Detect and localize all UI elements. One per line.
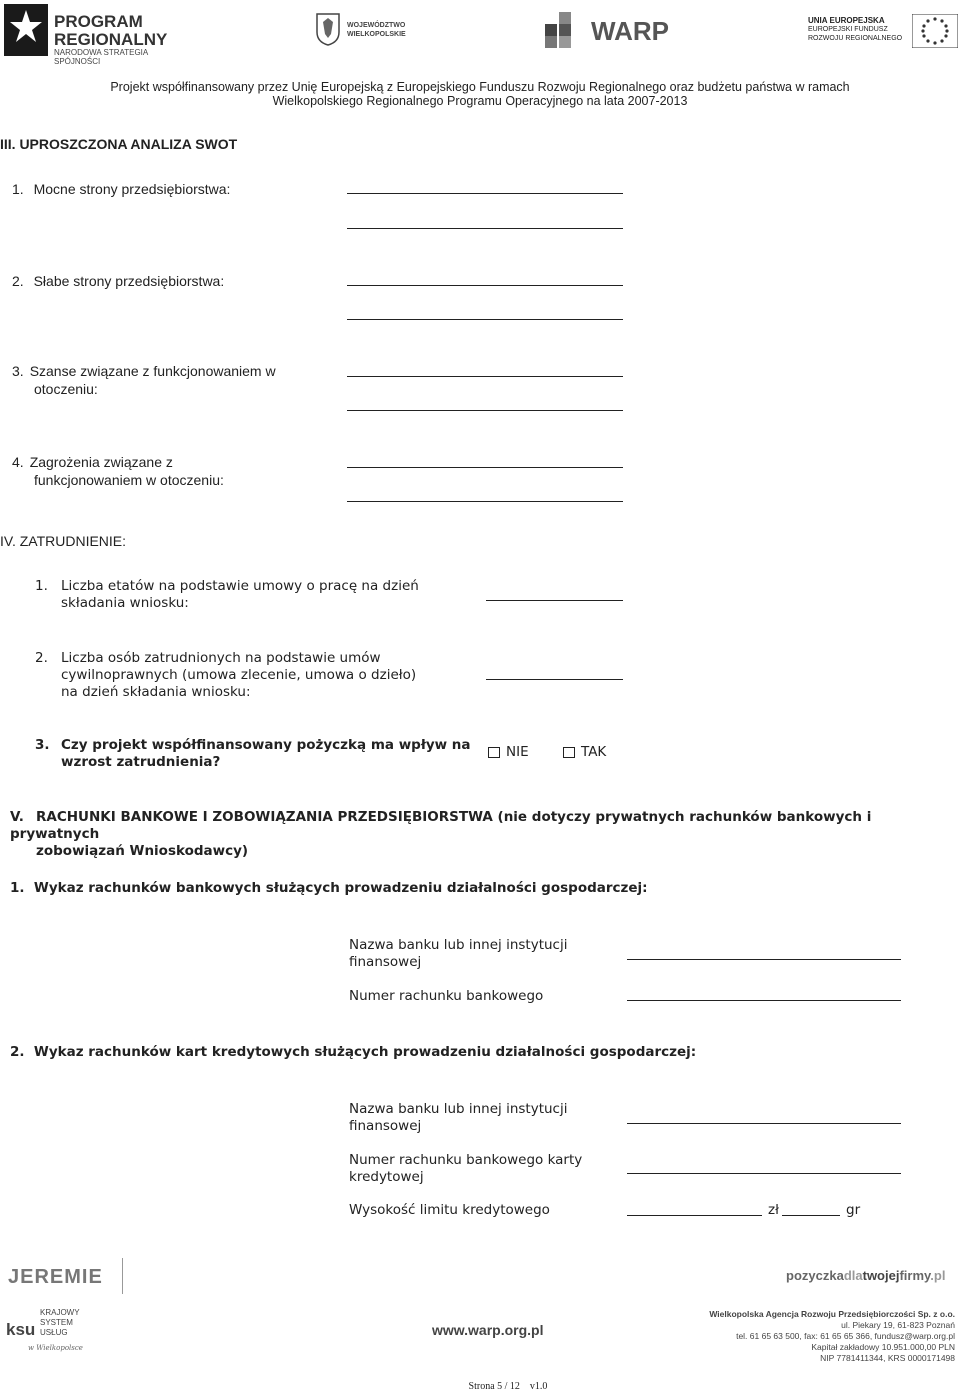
employment-q1 (35, 578, 475, 612)
card-bank-name-label (349, 1101, 609, 1135)
swot-threats-line-1[interactable] (347, 467, 623, 468)
program-regionalny-logo (4, 4, 184, 66)
section5-num: V. (10, 809, 24, 825)
bank-name-label (349, 937, 609, 971)
warp-squares-icon (545, 12, 585, 48)
employment-q1-num: 1. (35, 578, 48, 594)
warp-logo (545, 12, 685, 52)
eu-flag-icon (912, 14, 958, 48)
employment-q2-num: 2. (35, 650, 48, 666)
employment-q1-line2: składania wniosku: (61, 595, 189, 611)
employment-q2 (35, 650, 475, 701)
credit-limit-label: Wysokość limitu kredytowego (349, 1202, 550, 1218)
currency-gr-label: gr (846, 1202, 861, 1218)
card-account-label-line2: kredytowej (349, 1169, 424, 1185)
ue-line2: EUROPEJSKI FUNDUSZ (808, 26, 888, 33)
nie-checkbox[interactable] (488, 747, 500, 758)
project-info-line1: Projekt współfinansowany przez Unię Europejską z Europejskiego Funduszu Rozwoju Regionalnego oraz budżetu państwa w ramach (110, 80, 850, 94)
ksu-tagline: w Wielkopolsce (28, 1344, 83, 1352)
account-number-field[interactable] (627, 1000, 901, 1001)
ksu-abbr: ksu (6, 1320, 36, 1339)
swot-threats-line-2[interactable] (347, 501, 623, 502)
pozyczka-part-b: dla (843, 1268, 863, 1283)
card-account-label (349, 1152, 609, 1186)
program-logo-line3: NARODOWA STRATEGIA SPÓJNOŚCI (54, 48, 148, 66)
pozyczka-part-e: .pl (930, 1268, 946, 1283)
swot-item-label: Słabe strony przedsiębiorstwa: (33, 273, 225, 289)
bank-name-label-line2: finansowej (349, 954, 422, 970)
project-info-line2: Wielkopolskiego Regionalnego Programu Operacyjnego na lata 2007-2013 (272, 94, 688, 108)
bank-name-field[interactable] (627, 959, 901, 960)
tak-checkbox[interactable] (563, 747, 575, 758)
section5-title (10, 809, 950, 860)
jeremie-divider (122, 1258, 123, 1294)
ksu-line3: USŁUG (40, 1328, 68, 1337)
swot-strengths-line-1[interactable] (347, 193, 623, 194)
employment-q3-line2: wzrost zatrudnienia? (61, 754, 221, 770)
employment-q2-line2: cywilnoprawnych (umowa zlecenie, umowa o dzieło) (61, 667, 417, 683)
wojewodztwo-line1: WOJEWÓDZTWO (347, 22, 406, 29)
credit-limit-gr-field[interactable] (782, 1215, 840, 1216)
agency-info (700, 1309, 955, 1364)
agency-line3: tel. 61 65 63 500, fax: 61 65 65 366, fundusz@warp.org.pl (736, 1331, 955, 1341)
swot-opportunities-line-1[interactable] (347, 376, 623, 377)
swot-item-num: 2. (12, 273, 24, 289)
wojewodztwo-line2: WIELKOPOLSKIE (347, 31, 406, 38)
card-account-label-line1: Numer rachunku bankowego karty (349, 1152, 583, 1168)
account-number-label: Numer rachunku bankowego (349, 988, 544, 1004)
wojewodztwo-logo (315, 12, 415, 52)
card-account-field[interactable] (627, 1173, 901, 1174)
bank-name-label-line1: Nazwa banku lub innej instytucji (349, 937, 568, 953)
card-bank-label-line1: Nazwa banku lub innej instytucji (349, 1101, 568, 1117)
credit-cards-heading: 2. Wykaz rachunków kart kredytowych służących prowadzeniu działalności gospodarczej: (10, 1044, 697, 1060)
employment-q3 (35, 737, 475, 771)
employment-q2-line3: na dzień składania wniosku: (61, 684, 251, 700)
swot-opportunities-line-2[interactable] (347, 410, 623, 411)
swot-item-label: Mocne strony przedsiębiorstwa: (33, 181, 231, 197)
section4-title: IV. ZATRUDNIENIE: (0, 533, 127, 549)
swot-item-num: 1. (12, 181, 24, 197)
option-nie[interactable] (488, 744, 529, 761)
pozyczka-part-c: twojej (862, 1268, 900, 1283)
program-logo-line2: REGIONALNY (54, 30, 168, 49)
agency-line5: NIP 7781411344, KRS 0000171498 (820, 1353, 955, 1363)
swot-weaknesses-line-1[interactable] (347, 285, 623, 286)
ue-line1: UNIA EUROPEJSKA (808, 16, 885, 25)
ksu-logo (4, 1308, 114, 1358)
swot-item-num: 3. (12, 363, 24, 379)
nie-label: NIE (506, 744, 529, 760)
swot-item-num: 4. (12, 454, 24, 470)
card-bank-name-field[interactable] (627, 1123, 901, 1124)
swot-item-2 (12, 272, 332, 290)
swot-item-label-cont: funkcjonowaniem w otoczeniu: (34, 472, 224, 488)
program-logo-line1: PROGRAM (54, 12, 143, 31)
swot-item-1 (12, 180, 332, 198)
agency-line2: ul. Piekary 19, 61-823 Poznań (841, 1320, 955, 1330)
jeremie-logo: JEREMIE (8, 1266, 103, 1288)
tak-label: TAK (581, 744, 607, 760)
swot-weaknesses-line-2[interactable] (347, 319, 623, 320)
ue-logo (808, 14, 958, 50)
swot-strengths-line-2[interactable] (347, 228, 623, 229)
employment-q3-line1: Czy projekt współfinansowany pożyczką ma wpływ na (61, 737, 471, 753)
credit-limit-zl-field[interactable] (627, 1215, 762, 1216)
pozyczka-part-a: pozyczka (786, 1268, 844, 1283)
program-star-icon (4, 4, 48, 56)
section5-title-line2: zobowiązań Wnioskodawcy) (36, 843, 249, 859)
currency-zl-label: zł (768, 1202, 779, 1218)
warp-logo-text: WARP (591, 16, 669, 46)
pozyczka-part-d: firmy (899, 1268, 931, 1283)
agency-line1: Wielkopolska Agencja Rozwoju Przedsiębiorczości Sp. z o.o. (709, 1309, 955, 1319)
employment-q1-field[interactable] (486, 600, 623, 601)
page-info: Strona 5 / 12 v1.0 (468, 1381, 548, 1392)
swot-item-3 (12, 362, 342, 398)
ksu-line1: KRAJOWY (40, 1308, 80, 1317)
employment-q3-num: 3. (35, 737, 50, 753)
section3-title: III. UPROSZCZONA ANALIZA SWOT (0, 136, 238, 152)
ksu-line2: SYSTEM (40, 1318, 73, 1327)
employment-q2-line1: Liczba osób zatrudnionych na podstawie umów (61, 650, 381, 666)
section5-title-line1: RACHUNKI BANKOWE I ZOBOWIĄZANIA PRZEDSIĘBIORSTWA (nie dotyczy prywatnych rachunków bankowych i prywatnych (10, 809, 872, 842)
employment-q2-field[interactable] (486, 679, 623, 680)
employment-q1-line1: Liczba etatów na podstawie umowy o pracę na dzień (61, 578, 419, 594)
agency-line4: Kapitał zakładowy 10.951.000,00 PLN (811, 1342, 955, 1352)
ue-line3: ROZWOJU REGIONALNEGO (808, 35, 903, 42)
eagle-crest-icon (315, 12, 341, 46)
warp-url[interactable]: www.warp.org.pl (432, 1322, 544, 1338)
swot-item-label: Zagrożenia związane z (29, 454, 173, 470)
option-tak[interactable] (563, 744, 606, 761)
swot-item-4 (12, 453, 342, 489)
swot-item-label-cont: otoczeniu: (34, 381, 98, 397)
swot-item-label: Szanse związane z funkcjonowaniem w (29, 363, 276, 379)
card-bank-label-line2: finansowej (349, 1118, 422, 1134)
bank-accounts-heading: 1. Wykaz rachunków bankowych służących prowadzeniu działalności gospodarczej: (10, 880, 648, 896)
pozyczka-logo (786, 1268, 945, 1283)
